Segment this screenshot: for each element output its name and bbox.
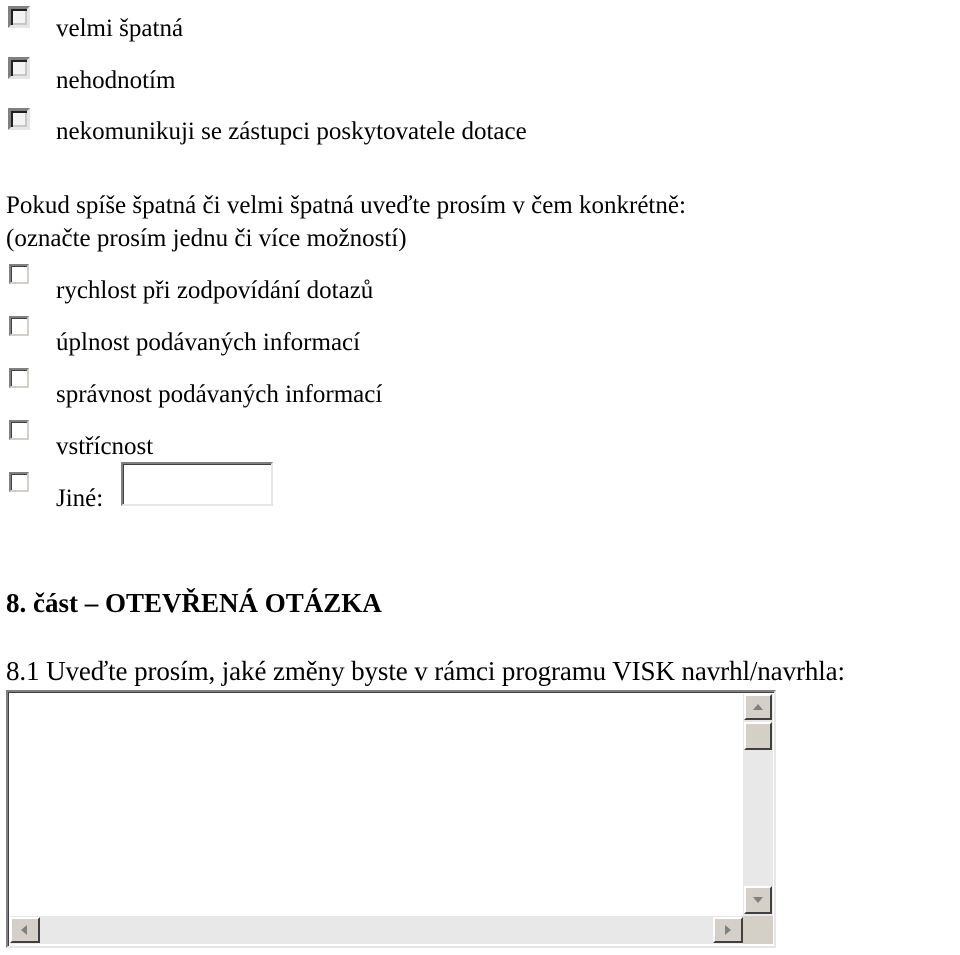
radio-nehodnotim[interactable] xyxy=(8,57,30,79)
radio-label: nekomunikuji se zástupci poskytovatele dotace xyxy=(56,118,527,145)
checkbox-label: Jiné: xyxy=(56,485,104,512)
scroll-right-button[interactable] xyxy=(713,917,743,943)
scroll-left-button[interactable] xyxy=(10,917,40,943)
radio-label: velmi špatná xyxy=(56,15,184,42)
checkbox-label: vstřícnost xyxy=(56,433,154,460)
radio-velmi-spatna[interactable] xyxy=(8,6,30,28)
checkbox-spravnost[interactable] xyxy=(9,368,29,388)
scroll-thumb[interactable] xyxy=(744,722,772,750)
checkbox-label: rychlost při zodpovídání dotazů xyxy=(56,277,374,304)
checkbox-rychlost[interactable] xyxy=(9,264,29,284)
arrow-down-icon xyxy=(746,888,770,912)
checkbox-label: úplnost podávaných informací xyxy=(56,329,361,356)
arrow-up-icon xyxy=(746,696,770,718)
scrollbar-corner xyxy=(743,916,773,944)
radio-label: nehodnotím xyxy=(56,67,176,94)
other-text-input[interactable] xyxy=(121,462,273,506)
section-heading: 8. část – OTEVŘENÁ OTÁZKA xyxy=(6,588,382,618)
scroll-down-button[interactable] xyxy=(744,886,772,914)
open-question-text: 8.1 Uveďte prosím, jaké změny byste v rámci programu VISK navrhl/navrhla: xyxy=(6,656,845,686)
question-line-2: (označte prosím jednu či více možností) xyxy=(6,225,407,252)
checkbox-uplnost[interactable] xyxy=(9,316,29,336)
checkbox-jine[interactable] xyxy=(9,472,29,492)
arrow-left-icon xyxy=(12,919,38,941)
answer-textarea[interactable] xyxy=(6,690,776,948)
horizontal-scrollbar[interactable] xyxy=(10,916,743,944)
arrow-right-icon xyxy=(715,919,741,941)
radio-nekomunikuji[interactable] xyxy=(8,108,30,130)
question-line-1: Pokud spíše špatná či velmi špatná uveďte prosím v čem konkrétně: xyxy=(6,192,686,219)
checkbox-label: správnost podávaných informací xyxy=(56,381,383,408)
scroll-up-button[interactable] xyxy=(744,694,772,720)
checkbox-vstricnost[interactable] xyxy=(9,420,29,440)
vertical-scrollbar[interactable] xyxy=(743,694,773,916)
